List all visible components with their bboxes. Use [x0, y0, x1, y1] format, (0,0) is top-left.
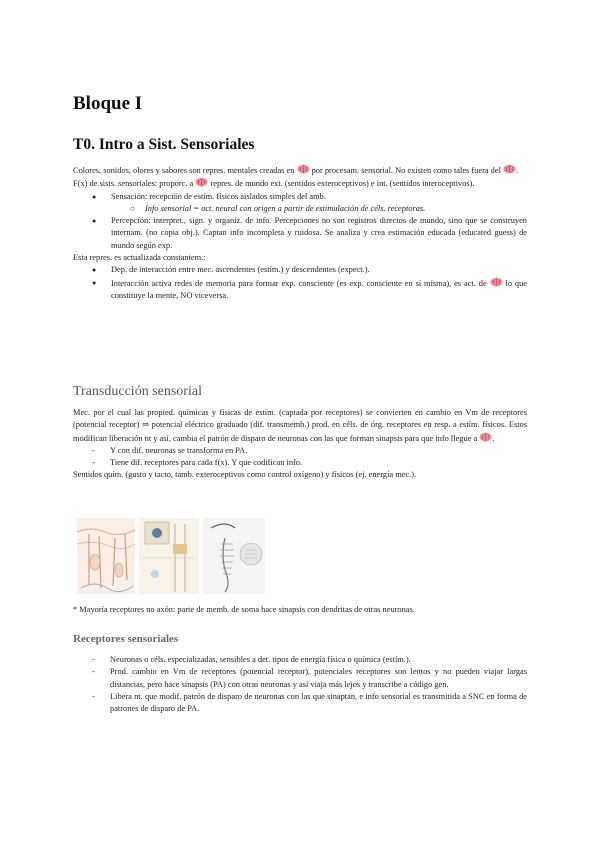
skin-receptor-illustration — [77, 518, 135, 594]
paragraph: Colores, sonidos, olores y sabores son repres. mentales creadas en por procesam. sensorial. No existen como tales fuera del . — [73, 166, 519, 175]
section-title: T0. Intro a Sist. Sensoriales — [73, 136, 255, 153]
list-item: - Y con dif. neuronas se transforma en PA. — [73, 445, 527, 457]
brain-icon — [195, 177, 208, 187]
dash-list — [73, 654, 527, 715]
brain-icon — [490, 277, 503, 287]
receptores-block — [73, 654, 527, 715]
paragraph: F(x) de sists. sensoriales: proporc. a repres. de mundo ext. (sentidos exteroceptivos) e int. (sentidos interoceptivos). — [73, 179, 475, 189]
list-item: ○ Info sensorial = act. neural con origen a partir de estimulación de céls. receptoras. — [73, 203, 527, 215]
list-item: - Libera nt. que modif. patrón de disparo de neuronas con las que sinaptan, e info sensorial es transmitida a SNC en forma de patrones de disparo de PA. — [73, 691, 527, 716]
subsection-title-transduccion: Transducción sensorial — [73, 384, 202, 399]
list-item: ● Dep. de interacción entre mec. ascendentes (estím.) y descendentes (expect.). — [73, 264, 527, 276]
auditory-receptor-illustration — [203, 518, 265, 594]
list-item: ● Sensación: recepción de estím. físicos aislados simples del amb. ○ Info sensorial = act. neural con origen a partir de estimulación de céls. receptoras. — [73, 191, 527, 216]
receptor-diagram-figure — [75, 514, 267, 596]
page-title: Bloque I — [73, 93, 143, 114]
list-item: - Neuronas o céls. especializadas, sensibles a det. tipos de energía física o química (estím.). — [73, 654, 527, 666]
brain-icon — [297, 164, 310, 174]
bullet-list — [73, 264, 527, 302]
list-item: - Tiene dif. receptores para cada f(x). Y que codifican info. — [73, 457, 527, 469]
intro-block — [73, 164, 527, 302]
list-item: ● Percepción: interpret., sign. y organiz. de info. Percepciones no son registros directos de mundo, sino que se construyen internam. (no copia obj.). Captan info incompleta y ruidosa. Se analiza y crea estimación educada (educated guess) de mundo según exp. — [73, 215, 527, 252]
paragraph: Esta repres. es actualizada constantem.: — [73, 253, 206, 263]
brain-icon — [479, 432, 492, 442]
list-item: ● Interacción activa redes de memoria para formar exp. consciente (es exp. consciente en sí misma), es act. de lo que constituye la mente, NO viceversa. — [73, 277, 527, 303]
paragraph: Mec. por el cual las propied. químicas y físicas de estím. (captada por receptores) se convierten en cambio en Vm de receptores (potencial receptor) ⇒ potencial eléctrico graduado (dif. transmemb.) prod. en céls. de órg. receptores en resp. a estím. físicos. Estos modifican liberación nt y así, cambia el patrón de disparo de neuronas con las que forman sinapsis para que info llegue a . — [73, 408, 527, 443]
list-item: - Prod. cambio en Vm de receptores (potencial receptor), potenciales receptores son lentos y no pueden viajar largas distancias, pero hace sinapsis (PA) con otras neuronas y así viaja más lejos y transcribe a código gen. — [73, 666, 527, 691]
brain-icon — [503, 164, 516, 174]
bullet-list — [73, 191, 527, 252]
note-block — [73, 604, 527, 616]
cell-receptor-illustration — [139, 518, 199, 594]
sub-bullet-list — [73, 203, 527, 215]
paragraph: Sentidos quím. (gusto y tacto, tamb. exteroceptivos como control oxígeno) y físicos (ej. energía mec.). — [73, 470, 417, 480]
transduccion-block — [73, 407, 527, 482]
subsection-title-receptores: Receptores sensoriales — [73, 633, 179, 645]
dash-list — [73, 445, 527, 470]
footnote: * Mayoría receptores no axón: parte de memb. de soma hace sinapsis con dendritas de otras neuronas. — [73, 605, 415, 614]
